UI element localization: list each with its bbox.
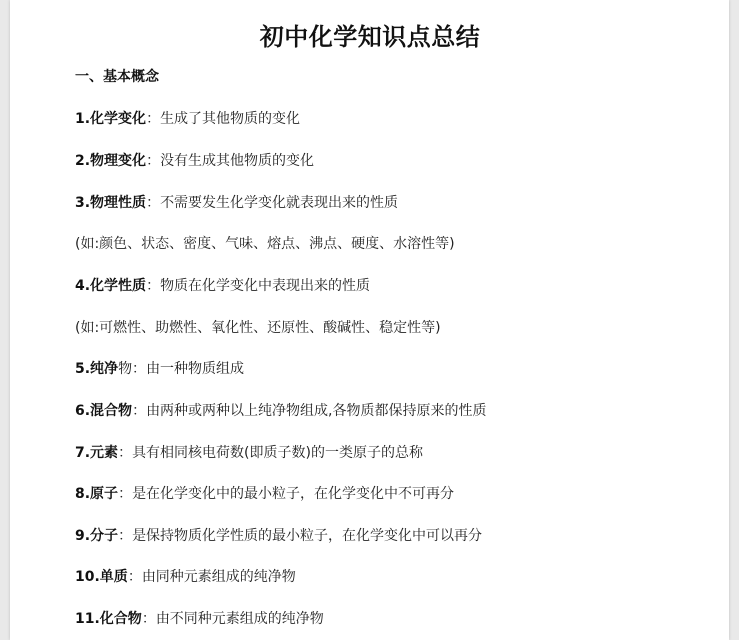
definition-text: 不需要发生化学变化就表现出来的性质 (160, 195, 399, 211)
definition-line (75, 108, 300, 128)
document-page (10, 0, 729, 640)
definition-text: 由一种物质组成 (146, 361, 245, 377)
definition-text: 生成了其他物质的变化 (160, 111, 301, 127)
definition-text: 是保持物质化学性质的最小粒子，在化学变化中可以再分 (132, 528, 483, 544)
definition-text: 由同种元素组成的纯净物 (141, 569, 296, 585)
definition-text: 由两种或两种以上纯净物组成,各物质都保持原来的性质 (146, 403, 487, 419)
definition-term: 5.纯净 (75, 361, 119, 377)
definition-line (75, 358, 244, 378)
definition-term: 8.原子 (75, 486, 119, 502)
definition-separator: ： (118, 445, 133, 461)
definition-separator: ： (146, 111, 161, 127)
definition-text: 具有相同核电荷数(即质子数)的一类原子的总称 (132, 445, 423, 461)
example-text: (如:颜色、状态、密度、气味、熔点、沸点、硬度、水溶性等) (75, 236, 455, 252)
definition-text: 物质在化学变化中表现出来的性质 (160, 278, 371, 294)
example-line (75, 233, 455, 253)
definition-term: 9.分子 (75, 528, 119, 544)
definition-term: 11.化合物 (75, 611, 142, 627)
definition-term: 1.化学变化 (75, 111, 147, 127)
definition-line (75, 442, 423, 462)
definition-text: 是在化学变化中的最小粒子，在化学变化中不可再分 (132, 486, 455, 502)
definition-line (75, 525, 482, 545)
definition-term: 4.化学性质 (75, 278, 147, 294)
definition-term: 10.单质 (75, 569, 128, 585)
definition-line (75, 608, 324, 628)
definition-term: 6.混合物 (75, 403, 133, 419)
example-line (75, 317, 441, 337)
example-text: (如:可燃性、助燃性、氧化性、还原性、酸碱性、稳定性等) (75, 320, 441, 336)
definition-term: 3.物理性质 (75, 195, 147, 211)
definition-text: 没有生成其他物质的变化 (160, 153, 315, 169)
definition-line (75, 192, 398, 212)
definition-line (75, 275, 370, 295)
definition-term: 7.元素 (75, 445, 119, 461)
definition-line (75, 150, 314, 170)
definition-line (75, 483, 454, 503)
definition-separator: 物： (118, 361, 147, 377)
definition-line (75, 566, 296, 586)
definition-separator: ： (141, 611, 156, 627)
definition-separator: ： (127, 569, 142, 585)
definition-term: 2.物理变化 (75, 153, 147, 169)
definition-separator: ： (146, 278, 161, 294)
definition-line (75, 400, 487, 420)
document-title: 初中化学知识点总结 (259, 23, 481, 51)
definition-separator: ： (118, 486, 133, 502)
definition-text: 由不同种元素组成的纯净物 (155, 611, 324, 627)
definition-separator: ： (118, 528, 133, 544)
definition-separator: ： (132, 403, 147, 419)
definition-separator: ： (146, 195, 161, 211)
section-heading: 一、基本概念 (75, 69, 159, 85)
definition-separator: ： (146, 153, 161, 169)
